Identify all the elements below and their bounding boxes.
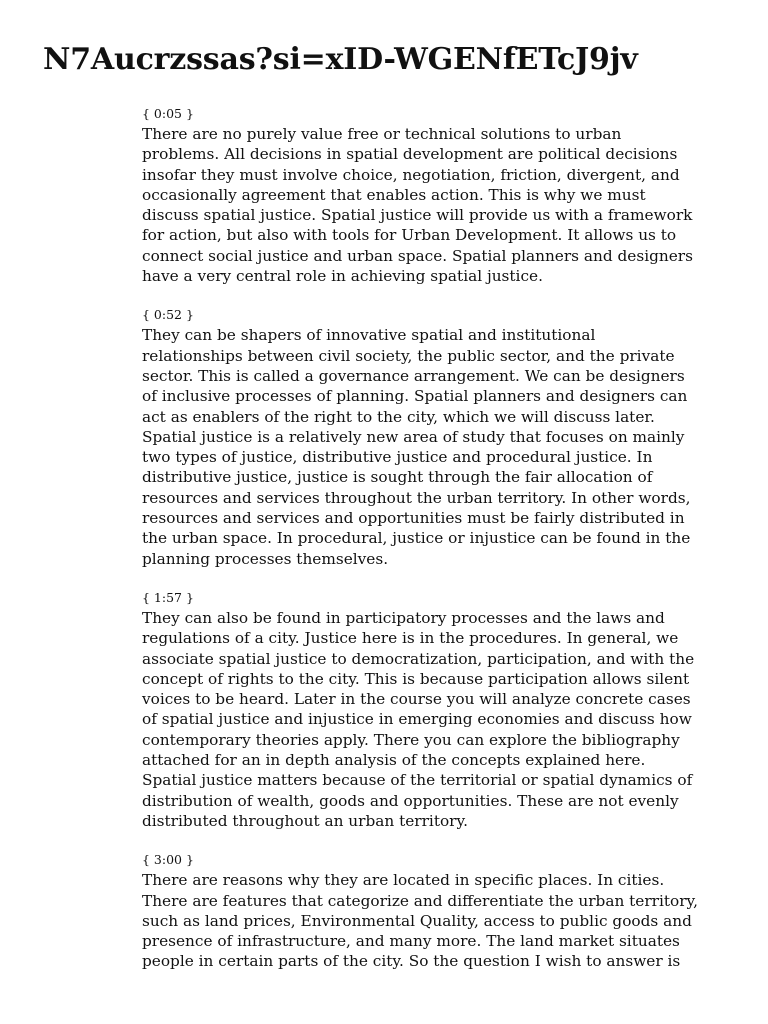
page-title: N7Aucrzssas?si=xID-WGENfETcJ9jv xyxy=(43,42,638,77)
transcript-text: There are no purely value free or technical solutions to urban problems. All decisions in spatial development are political decisions insofar they must involve choice, negotiation, friction, divergent, and occasionally agreement that enables action. This is why we must discuss spatial justice. Spatial justice will provide us with a framework for action, but also with tools for Urban Development. It allows us to connect social justice and urban space. Spatial planners and designers have a very central role in achieving spatial justice. xyxy=(142,125,693,286)
transcript-segment xyxy=(142,850,742,971)
transcript-segment xyxy=(142,588,742,831)
timestamp: { 0:52 } xyxy=(142,307,194,323)
transcript-text: They can also be found in participatory processes and the laws and regulations of a city. Justice here is in the procedures. In general, we associate spatial justice to democratization, participation, and with the concept of rights to the city. This is because participation allows silent voices to be heard. Later in the course you will analyze concrete cases of spatial justice and injustice in emerging economies and discuss how contemporary theories apply. There you can explore the bibliography attached for an in depth analysis of the concepts explained here. Spatial justice matters because of the territorial or spatial dynamics of distribution of wealth, goods and opportunities. These are not evenly distributed throughout an urban territory. xyxy=(142,608,695,830)
timestamp: { 0:05 } xyxy=(142,106,194,121)
transcript-text: They can be shapers of innovative spatial and institutional relationships between civil society, the public sector, and the private sector. This is called a governance arrangement. We can be designers of inclusive processes of planning. Spatial planners and designers can act as enablers of the right to the city, which we will discuss later. Spatial justice is a relatively new area of study that focuses on mainly two types of justice, distributive justice and procedural justice. In distributive justice, justice is sought through the fair allocation of resources and services throughout the urban territory. In other words, resources and services and opportunities must be fairly distributed in the urban space. In procedural, justice or injustice can be found in the planning processes themselves. xyxy=(142,326,691,568)
transcript xyxy=(142,104,742,991)
timestamp: { 1:57 } xyxy=(142,589,194,605)
transcript-segment xyxy=(142,104,742,286)
timestamp: { 3:00 } xyxy=(142,852,194,868)
transcript-segment xyxy=(142,305,742,569)
transcript-text: There are reasons why they are located in specific places. In cities. There are features that categorize and differentiate the urban territory, such as land prices, Environmental Quality, access to public goods and presence of infrastructure, and many more. The land market situates people in certain parts of the city. So the question I wish to answer is xyxy=(142,871,699,971)
